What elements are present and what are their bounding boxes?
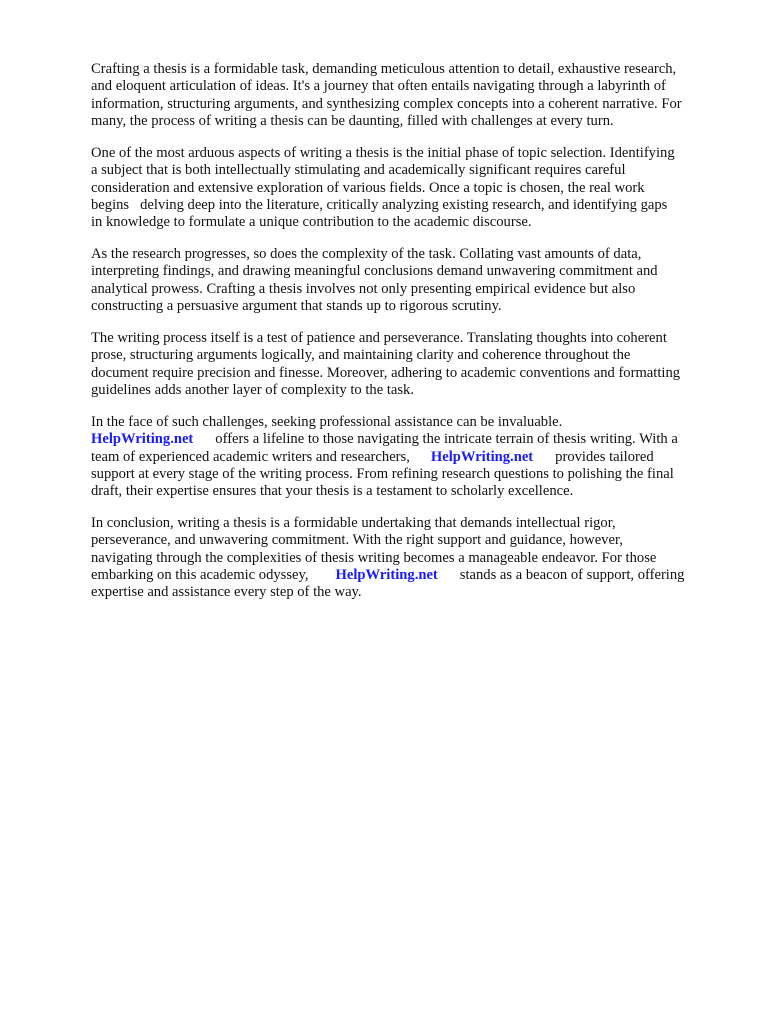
text-line: constructing a persuasive argument that stands up to rigorous scrutiny.: [91, 297, 502, 314]
text-line: draft, their expertise ensures that your thesis is a testament to scholarly excellence.: [91, 483, 574, 500]
text-line: In conclusion, writing a thesis is a formidable undertaking that demands intellectual rigor,: [91, 515, 616, 531]
paragraph-research-progress: [91, 246, 731, 315]
paragraph-intro: [91, 61, 731, 130]
text-line: and eloquent articulation of ideas. It's a journey that often entails navigating through a labyrinth of: [91, 78, 666, 95]
text-line: One of the most arduous aspects of writing a thesis is the initial phase of topic selection. Identifying: [91, 145, 675, 161]
text-line: [91, 449, 731, 466]
helpwriting-link[interactable]: HelpWriting.net: [335, 566, 438, 583]
text-line: in knowledge to formulate a unique contribution to the academic discourse.: [91, 214, 532, 231]
text-line: document require precision and finesse. Moreover, adhering to academic conventions and formatting: [91, 364, 681, 381]
text-line: a subject that is both intellectually stimulating and academically significant requires careful: [91, 162, 626, 179]
text-line: [91, 431, 731, 448]
text-line: information, structuring arguments, and synthesizing complex concepts into a coherent narrative. For: [91, 95, 682, 112]
text-line: As the research progresses, so does the complexity of the task. Collating vast amounts of data,: [91, 246, 642, 262]
text-fragment: team of experienced academic writers and researchers,: [91, 448, 410, 465]
text-line: prose, structuring arguments logically, and maintaining clarity and coherence throughout the: [91, 347, 631, 364]
paragraph-writing-process: [91, 330, 731, 399]
text-fragment: delving deep into the literature, critically analyzing existing research, and identifying gaps: [140, 196, 668, 213]
text-line: Crafting a thesis is a formidable task, demanding meticulous attention to detail, exhaustive research,: [91, 61, 677, 77]
text-line: expertise and assistance every step of the way.: [91, 584, 362, 601]
text-line: consideration and extensive exploration of various fields. Once a topic is chosen, the real work: [91, 179, 645, 196]
helpwriting-link[interactable]: HelpWriting.net: [91, 431, 194, 448]
text-fragment: offers a lifeline to those navigating the intricate terrain of thesis writing. With a: [215, 431, 678, 448]
paragraph-conclusion: [91, 515, 731, 601]
text-line: perseverance, and unwavering commitment. With the right support and guidance, however,: [91, 532, 623, 549]
paragraph-topic-selection: [91, 145, 731, 231]
text-line: support at every stage of the writing process. From refining research questions to polishing the final: [91, 465, 674, 482]
text-line: interpreting findings, and drawing meaningful conclusions demand unwavering commitment and: [91, 263, 658, 280]
text-line: navigating through the complexities of thesis writing becomes a manageable endeavor. For those: [91, 549, 657, 566]
paragraph-assistance: [91, 414, 731, 500]
text-line: The writing process itself is a test of patience and perseverance. Translating thoughts into coherent: [91, 330, 667, 346]
text-line: analytical prowess. Crafting a thesis involves not only presenting empirical evidence but also: [91, 280, 636, 297]
text-fragment: provides tailored: [555, 448, 654, 465]
text-line: many, the process of writing a thesis can be daunting, filled with challenges at every turn.: [91, 112, 614, 129]
text-line: In the face of such challenges, seeking professional assistance can be invaluable.: [91, 414, 563, 430]
text-fragment: stands as a beacon of support, offering: [459, 566, 685, 583]
text-line: [91, 567, 731, 584]
text-fragment: begins: [91, 196, 130, 213]
text-line: [91, 197, 731, 214]
text-fragment: embarking on this academic odyssey,: [91, 566, 309, 583]
helpwriting-link[interactable]: HelpWriting.net: [430, 448, 534, 465]
text-line: guidelines adds another layer of complexity to the task.: [91, 381, 415, 398]
